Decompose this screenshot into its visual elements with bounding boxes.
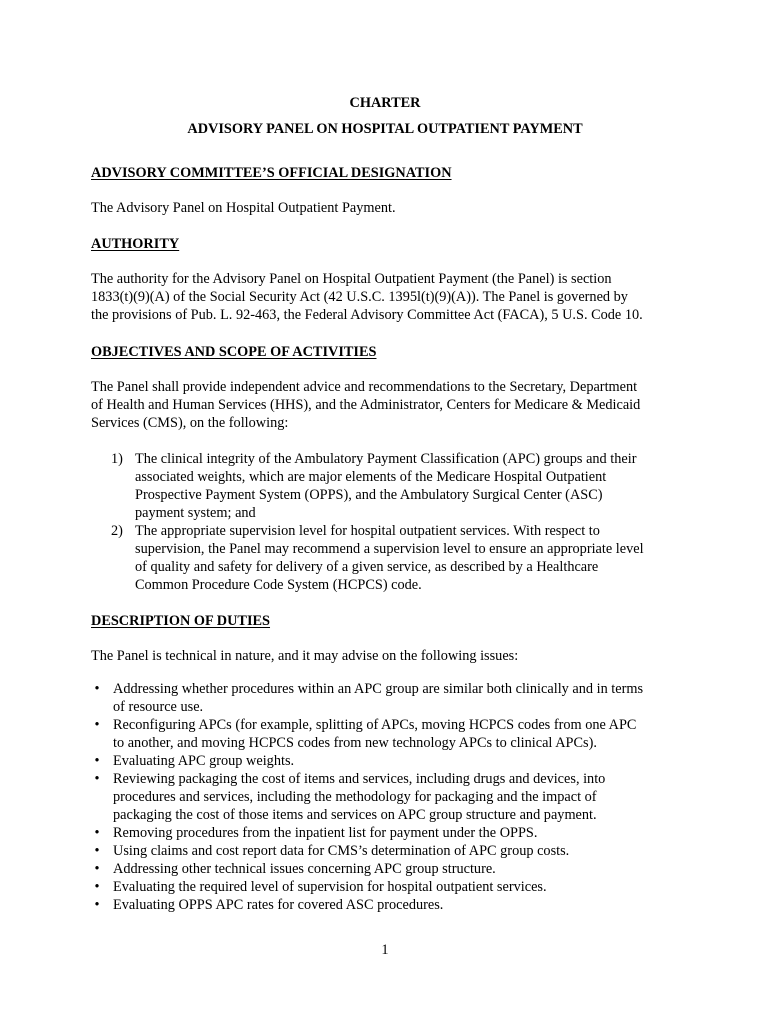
list-item bbox=[91, 450, 691, 522]
duties-intro: The Panel is technical in nature, and it may advise on the following issues: bbox=[91, 648, 519, 664]
bullet-icon: • bbox=[94, 861, 100, 877]
section-heading-authority: AUTHORITY bbox=[91, 236, 180, 252]
designation-text: The Advisory Panel on Hospital Outpatient Payment. bbox=[91, 200, 396, 216]
bullet-item bbox=[91, 824, 691, 842]
bullet-icon: • bbox=[94, 771, 100, 787]
bullet-item bbox=[91, 752, 691, 770]
bullet-line: of resource use. bbox=[113, 699, 204, 715]
document-subtitle: ADVISORY PANEL ON HOSPITAL OUTPATIENT PAYMENT bbox=[187, 121, 583, 137]
section-heading-objectives: OBJECTIVES AND SCOPE OF ACTIVITIES bbox=[91, 344, 377, 360]
document-title: CHARTER bbox=[349, 95, 421, 111]
bullet-icon: • bbox=[94, 825, 100, 841]
list-item-line: supervision, the Panel may recommend a supervision level to ensure an appropriate level bbox=[135, 541, 644, 557]
bullet-line: Reviewing packaging the cost of items and services, including drugs and devices, into bbox=[113, 771, 606, 787]
duties-list bbox=[91, 680, 691, 914]
paragraph-line: The Panel shall provide independent advice and recommendations to the Secretary, Department bbox=[91, 379, 638, 395]
bullet-item bbox=[91, 716, 691, 752]
list-item-line: payment system; and bbox=[135, 505, 256, 521]
bullet-item bbox=[91, 680, 691, 716]
list-item-line: associated weights, which are major elements of the Medicare Hospital Outpatient bbox=[135, 469, 607, 485]
list-number: 1) bbox=[111, 451, 123, 467]
paragraph-line: the provisions of Pub. L. 92-463, the Federal Advisory Committee Act (FACA), 5 U.S. Code 10. bbox=[91, 307, 643, 323]
objectives-list bbox=[91, 450, 691, 594]
bullet-line: Removing procedures from the inpatient list for payment under the OPPS. bbox=[113, 825, 538, 841]
section-heading-duties: DESCRIPTION OF DUTIES bbox=[91, 613, 271, 629]
bullet-icon: • bbox=[94, 879, 100, 895]
paragraph-line: The authority for the Advisory Panel on Hospital Outpatient Payment (the Panel) is section bbox=[91, 271, 612, 287]
bullet-line: Addressing other technical issues concerning APC group structure. bbox=[113, 861, 496, 877]
bullet-item bbox=[91, 842, 691, 860]
bullet-line: Using claims and cost report data for CMS’s determination of APC group costs. bbox=[113, 843, 570, 859]
bullet-line: Evaluating APC group weights. bbox=[113, 753, 295, 769]
bullet-line: to another, and moving HCPCS codes from new technology APCs to clinical APCs). bbox=[113, 735, 597, 751]
paragraph-line: Services (CMS), on the following: bbox=[91, 415, 289, 431]
bullet-icon: • bbox=[94, 897, 100, 913]
list-item bbox=[91, 522, 691, 594]
objectives-paragraph bbox=[91, 378, 691, 432]
bullet-item bbox=[91, 878, 691, 896]
bullet-item bbox=[91, 896, 691, 914]
list-item-line: Common Procedure Code System (HCPCS) code. bbox=[135, 577, 422, 593]
page-number: 1 bbox=[381, 942, 389, 958]
paragraph-line: 1833(t)(9)(A) of the Social Security Act (42 U.S.C. 1395l(t)(9)(A)). The Panel is governed by bbox=[91, 289, 628, 305]
section-heading-designation: ADVISORY COMMITTEE’S OFFICIAL DESIGNATION bbox=[91, 165, 452, 181]
paragraph-line: of Health and Human Services (HHS), and the Administrator, Centers for Medicare & Medicaid bbox=[91, 397, 641, 413]
bullet-icon: • bbox=[94, 717, 100, 733]
bullet-icon: • bbox=[94, 681, 100, 697]
bullet-line: Evaluating OPPS APC rates for covered ASC procedures. bbox=[113, 897, 444, 913]
list-item-line: Prospective Payment System (OPPS), and the Ambulatory Surgical Center (ASC) bbox=[135, 487, 603, 503]
list-number: 2) bbox=[111, 523, 123, 539]
bullet-line: packaging the cost of those items and services on APC group structure and payment. bbox=[113, 807, 597, 823]
list-item-line: The clinical integrity of the Ambulatory Payment Classification (APC) groups and their bbox=[135, 451, 637, 467]
bullet-item bbox=[91, 860, 691, 878]
bullet-line: Reconfiguring APCs (for example, splitting of APCs, moving HCPCS codes from one APC bbox=[113, 717, 637, 733]
bullet-line: Addressing whether procedures within an APC group are similar both clinically and in terms bbox=[113, 681, 644, 697]
authority-paragraph bbox=[91, 270, 691, 324]
bullet-icon: • bbox=[94, 753, 100, 769]
list-item-line: of quality and safety for delivery of a given service, as described by a Healthcare bbox=[135, 559, 599, 575]
bullet-line: Evaluating the required level of supervision for hospital outpatient services. bbox=[113, 879, 547, 895]
list-item-line: The appropriate supervision level for hospital outpatient services. With respect to bbox=[135, 523, 600, 539]
bullet-item bbox=[91, 770, 691, 824]
bullet-icon: • bbox=[94, 843, 100, 859]
bullet-line: procedures and services, including the methodology for packaging and the impact of bbox=[113, 789, 597, 805]
